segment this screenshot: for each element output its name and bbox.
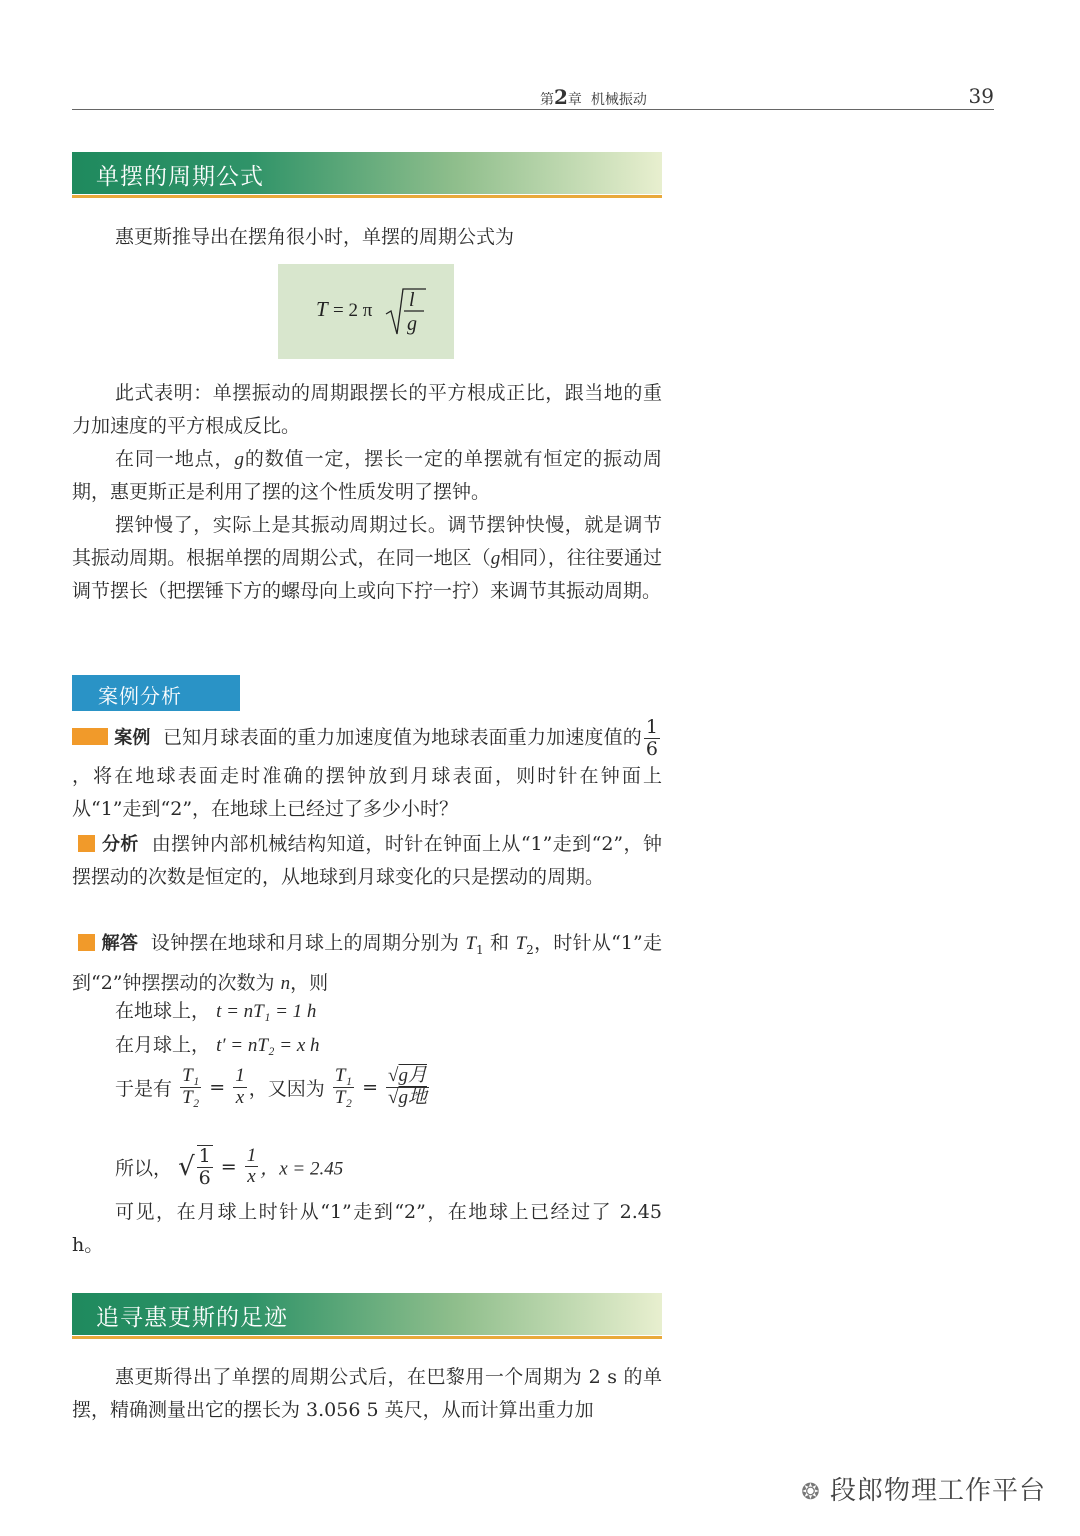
section-banner-pendulum-period: [72, 152, 662, 194]
T2-sub: 2: [526, 942, 534, 957]
eq2: t′ = nT₂ = x h: [216, 1035, 320, 1056]
watermark: [801, 1470, 1046, 1507]
T1-sub: 1: [476, 942, 484, 957]
sqrt-g-moon: √g月: [388, 1065, 427, 1086]
sol-one: 1: [246, 1144, 257, 1166]
sqrt-num: 1: [198, 1145, 211, 1167]
section-banner-huygens: [72, 1293, 662, 1335]
section-title: 单摆的周期公式: [96, 164, 264, 190]
conclusion-paragraph: 可见，在月球上时针从“1”走到“2”，在地球上已经过了 2.45 h。: [72, 1201, 662, 1256]
analysis-label: 分析: [101, 834, 139, 855]
sqrt-den: 6: [198, 1166, 211, 1189]
wechat-icon: ❂: [801, 1480, 821, 1505]
section-title-2: 追寻惠更斯的足迹: [96, 1305, 288, 1331]
T1: T: [465, 933, 477, 954]
page-number: 39: [968, 84, 994, 108]
answer-paragraph: [72, 927, 662, 1000]
sol-frac: [245, 1146, 259, 1189]
frac-den: 6: [645, 737, 658, 760]
chapter-number: 2: [554, 85, 568, 109]
eq3-mid: ，又因为: [248, 1077, 325, 1100]
ratio-1x-frac: [233, 1066, 247, 1109]
analysis-text: 由摆钟内部机械结构知道，时针在钟面上从“1”走到“2”，钟摆摆动的次数是恒定的，从地球到月球变化的只是摆动的周期。: [72, 833, 662, 888]
g-moon: g月: [398, 1065, 427, 1086]
p3-text-a: 摆钟慢了，实际上是其振动周期过长。调节摆钟快慢，就是调节其振动周期。根据单摆的周期公式，在同一地区（: [72, 514, 662, 569]
ratio-T2-b: T₂: [334, 1086, 353, 1108]
p2-text-a: 在同一地点，: [115, 448, 235, 470]
equation-moon: [115, 1030, 320, 1057]
sqrt-symbol: √: [178, 1151, 195, 1182]
formula-box: [278, 264, 454, 359]
p2-g: g: [234, 449, 244, 470]
ratio-g-frac: [386, 1066, 429, 1109]
analysis-marker: [78, 835, 95, 852]
banner-underline-2: [72, 1336, 662, 1339]
ratio-T1: T₁: [182, 1065, 200, 1086]
case-tab-label: 案例分析: [98, 684, 182, 708]
answer-text-b: ，时针从“1”走到“2”钟摆摆动的次数为: [72, 932, 662, 994]
and-word: 和: [490, 932, 510, 954]
chapter-header: [540, 85, 647, 109]
case-paragraph: [72, 717, 662, 826]
case-analysis-tab: [72, 675, 240, 711]
period-formula: [278, 264, 454, 359]
analysis-paragraph: [72, 828, 662, 894]
formula-l: l: [409, 289, 415, 311]
answer-text-a: 设钟摆在地球和月球上的周期分别为: [150, 932, 460, 954]
ratio-T-frac: [180, 1066, 201, 1109]
case-marker: [72, 728, 108, 745]
chapter-title: 机械振动: [590, 92, 647, 108]
case-text-a: 已知月球表面的重力加速度值为地球表面重力加速度值的: [162, 726, 642, 749]
frac-num: 1: [645, 716, 658, 738]
n-var: n: [280, 972, 291, 994]
header-rule: [72, 109, 994, 110]
intro-paragraph: 惠更斯推导出在摆角很小时，单摆的周期公式为: [115, 226, 515, 248]
T2: T: [515, 933, 527, 954]
case-fraction: [644, 717, 660, 760]
ratio-T-frac-2: [333, 1066, 354, 1109]
equation-solution: [115, 1145, 343, 1189]
paragraph-2: [72, 443, 662, 509]
answer-marker: [78, 934, 95, 951]
paragraph-3: [72, 509, 662, 608]
banner-underline: [72, 195, 662, 198]
huygens-paragraph: 惠更斯得出了单摆的周期公式后，在巴黎用一个周期为 2 s 的单摆，精确测量出它的摆长为 3.056 5 英尺，从而计算出重力加: [72, 1366, 662, 1421]
chapter-suffix: 章: [567, 92, 582, 108]
case-label: 案例: [114, 727, 151, 749]
ratio-one: 1: [235, 1065, 245, 1086]
formula-eq: = 2 π: [333, 300, 373, 321]
p3-g: g: [490, 548, 501, 569]
eq2-prefix: 在月球上，: [115, 1034, 211, 1056]
sol-x: x: [247, 1166, 256, 1188]
eq4-prefix: 所以，: [115, 1157, 173, 1180]
equals-1: =: [209, 1076, 226, 1099]
eq3-prefix: 于是有: [115, 1077, 173, 1100]
eq4-tail: ，x = 2.45: [260, 1158, 344, 1180]
equation-earth: [115, 996, 316, 1023]
answer-text-c: ，则: [290, 971, 329, 994]
formula-g: g: [407, 313, 417, 335]
equals-2: =: [362, 1076, 378, 1099]
chapter-prefix: 第: [540, 92, 554, 108]
eq1: t = nT₁ = 1 h: [216, 1001, 317, 1022]
p3-text-b: 相同），往往要通过调节摆长（把摆锤下方的螺母向上或向下拧一拧）来调节其振动周期。: [72, 547, 662, 602]
case-text-b: ，将在地球表面走时准确的摆钟放到月球表面，则时针在钟面上从“1”走到“2”，在地球上已经过了多少小时？: [72, 764, 662, 820]
paragraph-1: 此式表明：单摆振动的周期跟摆长的平方根成正比，跟当地的重力加速度的平方根成反比。: [72, 382, 662, 437]
answer-label: 解答: [101, 933, 139, 954]
p2-text-b: 的数值一定，摆长一定的单摆就有恒定的振动周期，惠更斯正是利用了摆的这个性质发明了摆钟。: [72, 448, 662, 503]
ratio-x: x: [235, 1086, 245, 1108]
eq1-prefix: 在地球上，: [115, 1000, 211, 1022]
sqrt-g-earth: √g地: [388, 1086, 427, 1108]
ratio-T1-b: T₁: [334, 1065, 353, 1086]
watermark-text: 段郎物理工作平台: [829, 1476, 1046, 1506]
g-earth: g地: [398, 1086, 427, 1108]
equation-ratio: [115, 1066, 431, 1109]
sqrt-frac: [197, 1145, 213, 1189]
ratio-T2: T₂: [182, 1086, 200, 1108]
formula-T: T: [316, 297, 328, 321]
equals-3: =: [220, 1155, 237, 1178]
